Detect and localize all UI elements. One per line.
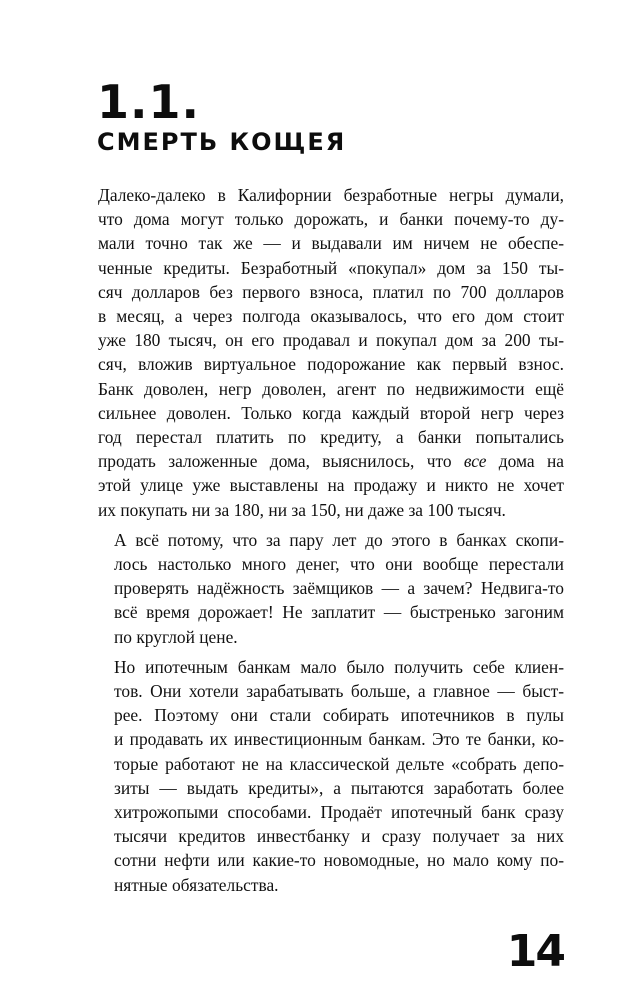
emphasis-word: все — [463, 451, 487, 472]
page-number: 14 — [506, 926, 564, 977]
text-fragment: дома на — [486, 451, 564, 472]
text-line: нятные обязательства. — [114, 874, 279, 895]
text-fragment: продать заложенные дома, выяснилось, что — [98, 451, 464, 472]
paragraph-1 — [98, 183, 564, 522]
text-line: в месяц, а через полгода оказывалось, что его дом стоит — [98, 306, 564, 327]
text-line: ченные кредиты. Безработный «покупал» дом за 150 ты- — [98, 257, 564, 278]
text-line: хитрожопыми способами. Продаёт ипотечный банк сразу — [114, 802, 564, 823]
text-line: торые работают не на классической дельте «собрать депо- — [114, 753, 564, 774]
text-line: по круглой цене. — [114, 626, 238, 647]
body-text — [98, 183, 564, 903]
text-line: А всё потому, что за пару лет до этого в банках скопи- — [114, 529, 564, 550]
text-line: тов. Они хотели зарабатывать больше, а главное — быст- — [114, 681, 564, 702]
text-line: всё время дорожает! Не заплатит — быстренько загоним — [114, 602, 564, 623]
text-line: этой улице уже выставлены на продажу и никто не хочет — [98, 475, 564, 496]
paragraph-3 — [98, 655, 564, 897]
text-line: сяч долларов без первого взноса, платил по 700 долларов — [98, 281, 564, 302]
text-line: лось настолько много денег, что они вообще перестали — [114, 554, 564, 575]
paragraph-2 — [98, 528, 564, 649]
text-line: и продавать их инвестиционным банкам. Это те банки, ко- — [114, 729, 564, 750]
text-line: Но ипотечным банкам мало было получить себе клиен- — [114, 656, 564, 677]
text-line: рее. Поэтому они стали собирать ипотечников в пулы — [114, 705, 564, 726]
text-line: их покупать ни за 180, ни за 150, ни даже за 100 тысяч. — [98, 499, 506, 520]
chapter-number: 1.1. — [97, 75, 200, 129]
text-line: мали точно так же — и выдавали им ничем не обеспе- — [98, 233, 564, 254]
chapter-title: СМЕРТЬ КОЩЕЯ — [97, 128, 347, 156]
text-line: сильнее доволен. Только когда каждый второй негр через — [98, 402, 564, 423]
text-line: Банк доволен, негр доволен, агент по недвижимости ещё — [98, 378, 564, 399]
text-line — [98, 449, 564, 473]
text-line: что дома могут только дорожать, и банки почему-то ду- — [98, 209, 564, 230]
text-line: сотни нефти или какие-то новомодные, но мало кому по- — [114, 850, 564, 871]
text-line: уже 180 тысяч, он его продавал и покупал дом за 200 ты- — [98, 330, 564, 351]
text-line: проверять надёжность заёмщиков — а зачем? Недвига-то — [114, 578, 564, 599]
text-line: год перестал платить по кредиту, а банки попытались — [98, 427, 564, 448]
text-line: тысячи кредитов инвестбанку и сразу получает за них — [114, 826, 564, 847]
text-line: зиты — выдать кредиты», а пытаются заработать более — [114, 777, 564, 798]
text-line: Далеко-далеко в Калифорнии безработные негры думали, — [98, 185, 564, 205]
text-line: сяч, вложив виртуальное подорожание как первый взнос. — [98, 354, 564, 375]
